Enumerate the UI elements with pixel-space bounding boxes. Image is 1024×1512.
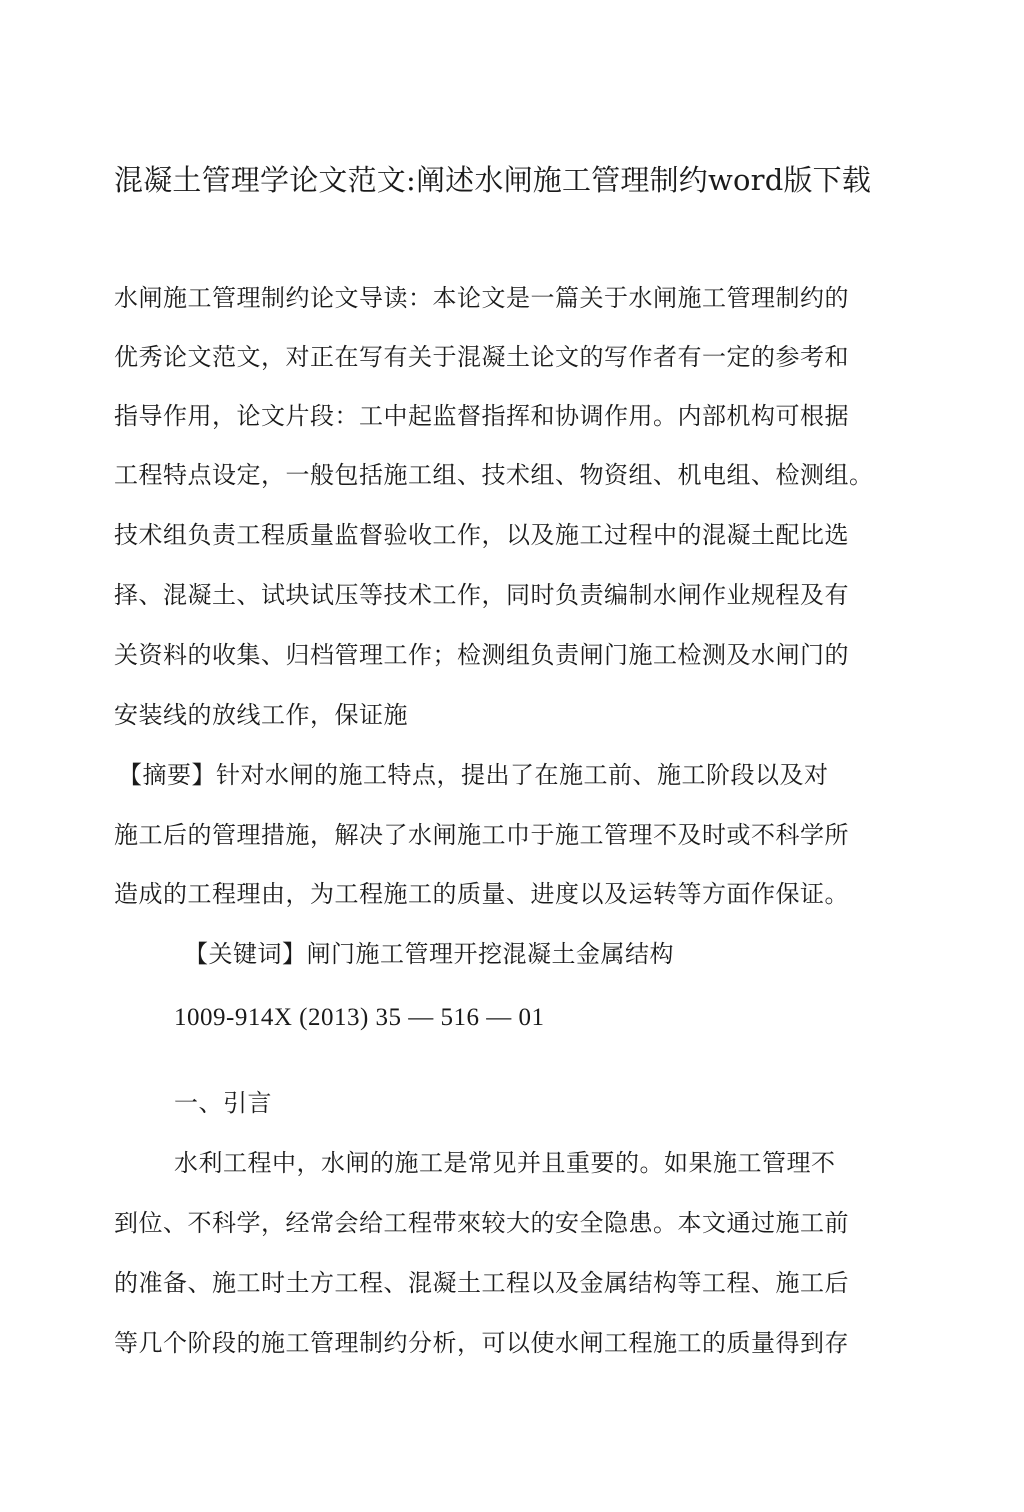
section-heading: 一、引言 [174,1089,272,1117]
body-line-3: 的准备、施工时土方工程、混凝土工程以及金属结构等工程、施工后 [114,1269,849,1297]
intro-line-2: 优秀论文范文，对正在写有关于混凝土论文的写作者有一定的参考和 [114,343,849,371]
abstract-line-1: 【摘要】针对水闸的施工特点，提出了在施工前、施工阶段以及对 [118,761,829,789]
intro-line-1: 水闸施工管理制约论文导读：本论文是一篇关于水闸施工管理制约的 [114,284,849,312]
body-line-4: 等几个阶段的施工管理制约分析，可以使水闸工程施工的质量得到存 [114,1329,849,1357]
body-line-2: 到位、不科学，经常会给工程带來较大的安全隐患。本文通过施工前 [114,1209,849,1237]
abstract-line-2: 施工后的管理措施，解决了水闸施工巾于施工管理不及时或不科学所 [114,821,849,849]
body-line-1: 水利工程中，水闸的施工是常见并且重要的。如果施工管理不 [174,1149,836,1177]
document-title: 混凝土管理学论文范文:阐述水闸施工管理制约word版下载 [114,163,872,197]
intro-line-7: 关资料的收集、归档管理工作；检测组负责闸门施工检测及水闸门的 [114,641,849,669]
keywords-line: 【关键词】闸门施工管理开挖混凝土金属结构 [184,940,674,968]
intro-line-4: 工程特点设定，一般包括施工组、技术组、物资组、机电组、检测组。 [114,461,874,489]
document-code: 1009-914X (2013) 35 — 516 — 01 [174,1004,545,1031]
intro-line-6: 择、混凝土、试块试压等技术工作，同时负责编制水闸作业规程及有 [114,581,849,609]
intro-line-3: 指导作用，论文片段：工中起监督指挥和协调作用。内部机构可根据 [114,402,849,430]
intro-line-5: 技术组负责工程质量监督验收工作，以及施工过程中的混凝土配比选 [114,521,849,549]
abstract-line-3: 造成的工程理由，为工程施工的质量、进度以及运转等方面作保证。 [114,880,849,908]
intro-line-8: 安装线的放线工作，保证施 [114,701,408,729]
